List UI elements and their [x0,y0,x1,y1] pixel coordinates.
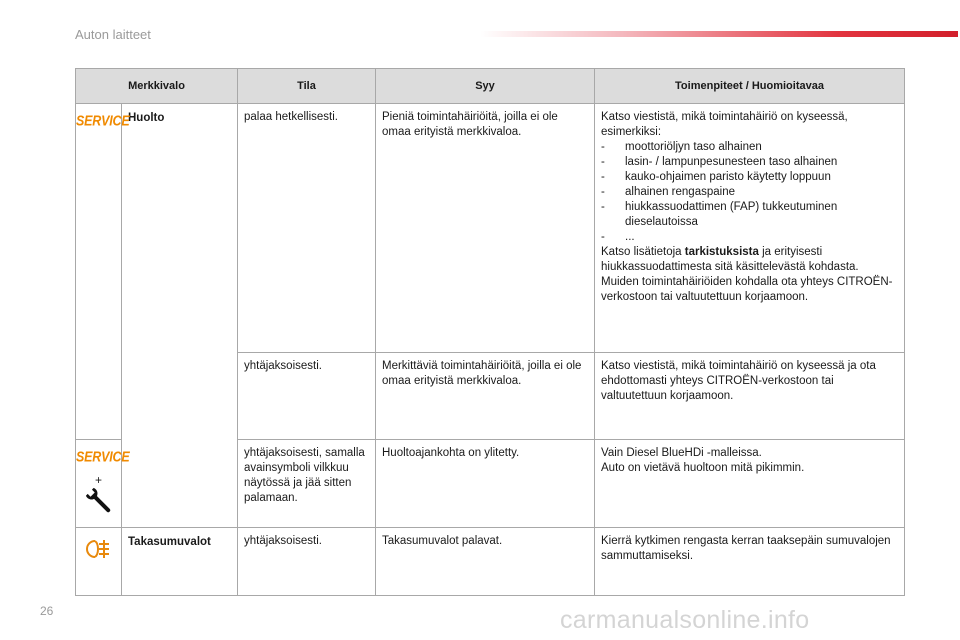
service-cause-2: Merkittäviä toimintahäiriöitä, joilla ei ole omaa erityistä merkkivaloa. [376,353,595,440]
service-cause-1: Pieniä toimintahäiriöitä, joilla ei ole omaa erityistä merkkivaloa. [376,104,595,353]
fog-action: Kierrä kytkimen rengasta kerran taaksepäin sumuvalojen sammuttamiseksi. [595,528,905,596]
service-action-3 [595,440,905,528]
table-header-row [76,69,905,104]
service-action-2: Katso viestistä, mikä toimintahäiriö on kyseessä ja ota ehdottomasti yhteys CITROËN-verkostoon tai valtuutettuun korjaamoon. [595,353,905,440]
service-cause-3: Huoltoajankohta on ylitetty. [376,440,595,528]
rear-fog-light-icon [84,538,114,560]
list-item: - lasin- / lampunpesunesteen taso alhainen [601,156,838,168]
action-more: Katso lisätietoja tarkistuksista ja erityisesti hiukkassuodattimesta sitä käsittelevästä kohdasta. [601,246,859,273]
list-item: - ... [601,231,635,243]
service-state-2: yhtäjaksoisesti. [238,353,376,440]
action-line: Auto on vietävä huoltoon mitä pikimmin. [601,462,805,474]
fog-state: yhtäjaksoisesti. [238,528,376,596]
plus-sign: + [94,473,102,487]
fog-icon-cell [76,528,122,596]
watermark: carmanualsonline.info [560,606,810,634]
page-number: 26 [40,604,54,618]
service-icon: SERVICE [76,112,130,129]
service-label: Huolto [122,104,238,528]
checks-reference: tarkistuksista [684,246,759,258]
list-item: - moottoriöljyn taso alhainen [601,141,762,153]
list-item: - alhainen rengaspaine [601,186,735,198]
service-state-3: yhtäjaksoisesti, samalla avainsymboli vilkkuu näytössä ja jää sitten palamaan. [238,440,376,528]
fog-cause: Takasumuvalot palavat. [376,528,595,596]
action-line: Vain Diesel BlueHDi -malleissa. [601,447,762,459]
column-header-state: Tila [238,69,376,104]
header-accent-bar [480,31,958,37]
action-intro: Katso viestistä, mikä toimintahäiriö on kyseessä, esimerkiksi: [601,111,848,138]
example-list [601,140,898,245]
action-outro: Muiden toimintahäiriöiden kohdalla ota yhteys CITROËN-verkostoon tai valtuutettuun korjaamoon. [601,276,893,303]
column-header-cause: Syy [376,69,595,104]
service-state-1: palaa hetkellisesti. [238,104,376,353]
warning-lights-table [75,68,905,596]
service-action-1 [595,104,905,353]
service-icon: SERVICE [76,448,130,465]
service-icon-cell [76,104,130,440]
table-row [76,528,905,596]
column-header-indicator: Merkkivalo [76,69,238,104]
list-item: - hiukkassuodattimen (FAP) tukkeutuminen dieselautoissa [601,201,838,228]
column-header-action: Toimenpiteet / Huomioitavaa [595,69,905,104]
service-wrench-icon-cell [76,440,130,528]
table-row [76,104,905,353]
fog-label: Takasumuvalot [122,528,238,596]
wrench-icon [85,487,113,515]
section-title: Auton laitteet [75,27,151,42]
list-item: - kauko-ohjaimen paristo käytetty loppuun [601,171,831,183]
